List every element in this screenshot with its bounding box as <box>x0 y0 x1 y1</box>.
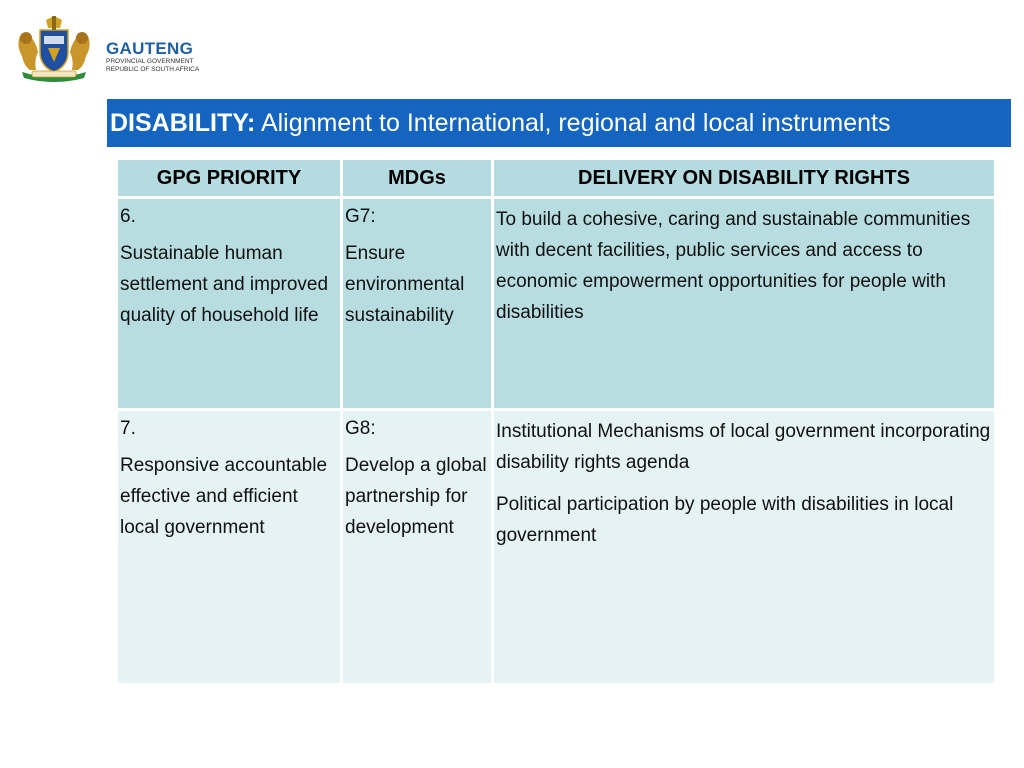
coat-of-arms-icon <box>14 16 94 82</box>
priority-number: 7. <box>120 418 136 439</box>
mdg-cell <box>343 199 491 408</box>
mdg-number: G7: <box>345 206 376 227</box>
logo-text <box>106 40 199 74</box>
gauteng-logo <box>14 16 204 82</box>
priority-cell <box>118 199 340 408</box>
table-row <box>118 199 994 408</box>
priority-text: Responsive accountable effective and efficient local government <box>120 455 328 538</box>
delivery-text: To build a cohesive, caring and sustainable communities with decent facilities, public services and access to economic empowerment opportunities for people with disabilities <box>496 209 971 323</box>
logo-name: GAUTENG <box>106 39 194 58</box>
priority-cell <box>118 411 340 683</box>
mdg-cell <box>343 411 491 683</box>
delivery-cell <box>494 199 994 408</box>
mdg-text: Ensure environmental sustainability <box>345 243 465 326</box>
table-row <box>118 411 994 683</box>
priority-number: 6. <box>120 206 136 227</box>
header-delivery: DELIVERY ON DISABILITY RIGHTS <box>494 160 994 196</box>
priority-text: Sustainable human settlement and improved quality of household life <box>120 243 329 326</box>
header-gpg-priority: GPG PRIORITY <box>118 160 340 196</box>
delivery-text: Political participation by people with disabilities in local government <box>496 494 954 546</box>
logo-subtitle-2: REPUBLIC OF SOUTH AFRICA <box>106 66 200 73</box>
table-header-row <box>118 160 994 196</box>
mdg-text: Develop a global partnership for development <box>345 455 487 538</box>
title-bold: DISABILITY: <box>110 109 256 137</box>
delivery-cell <box>494 411 994 683</box>
header-mdgs: MDGs <box>343 160 491 196</box>
delivery-text: Institutional Mechanisms of local government incorporating disability rights agenda <box>496 421 991 473</box>
title-rest: Alignment to International, regional and local instruments <box>255 109 891 137</box>
logo-subtitle-1: PROVINCIAL GOVERNMENT <box>106 58 194 65</box>
alignment-table <box>115 157 997 686</box>
slide-title <box>107 99 1011 147</box>
mdg-number: G8: <box>345 418 376 439</box>
